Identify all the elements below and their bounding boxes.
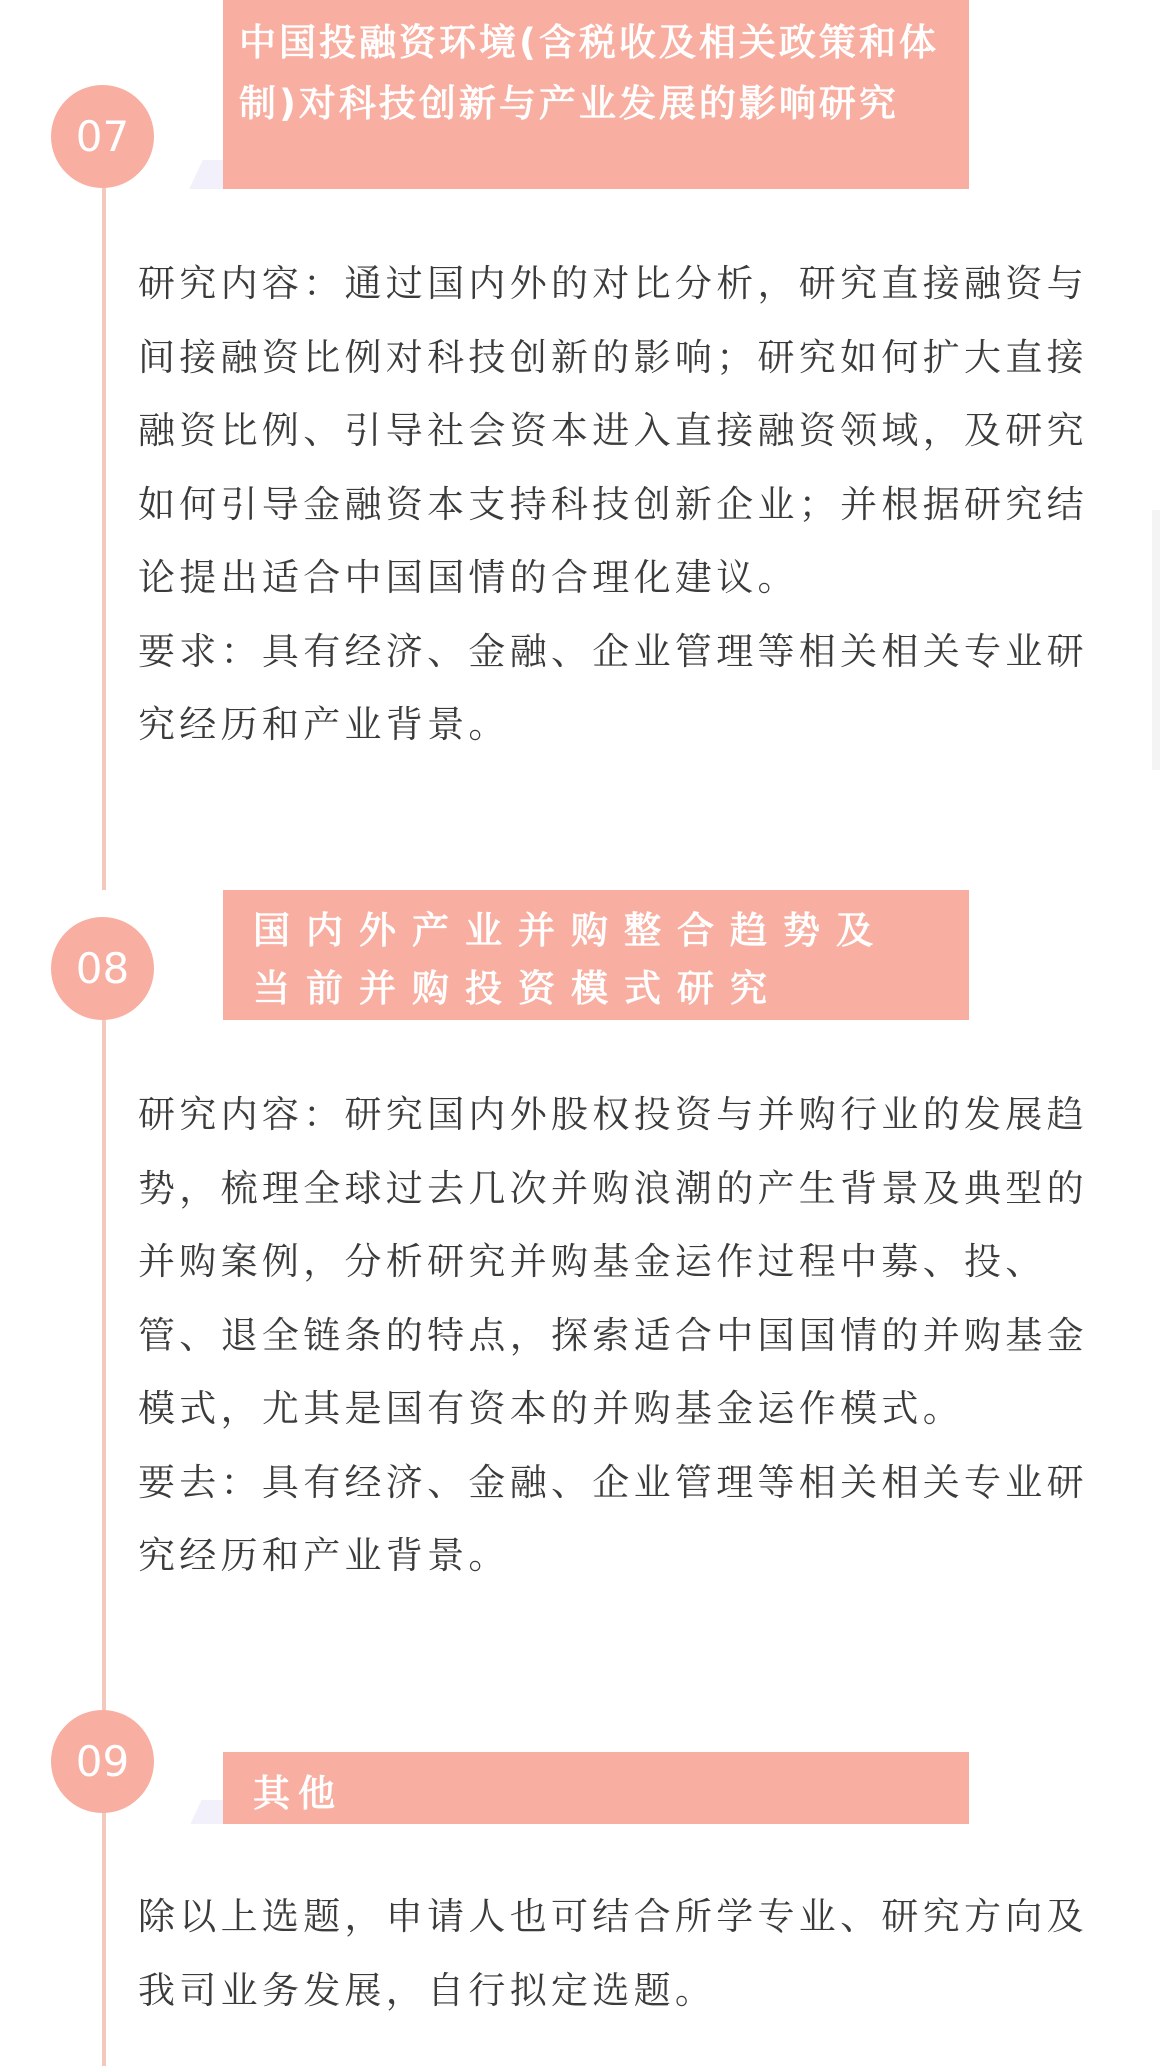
- research-content-text: 研究内容：研究国内外股权投资与并购行业的发展趋势，梳理全球过去几次并购浪潮的产生背景及典型的并购案例，分析研究并购基金运作过程中募、投、管、退全链条的特点，探索适合中国国情的并购基金模式，尤其是国有资本的并购基金运作模式。: [138, 1093, 1088, 1430]
- requirement-text: 要求：具有经济、金融、企业管理等相关相关专业研究经历和产业背景。: [138, 629, 1088, 746]
- section-content: [138, 1880, 1088, 2027]
- section-number-badge: 07: [51, 85, 154, 188]
- section-number-badge: 09: [51, 1710, 154, 1813]
- section-number-badge: 08: [51, 917, 154, 1020]
- section-title: 国内外产业并购整合趋势及当前并购投资模式研究: [223, 890, 969, 1020]
- research-content-text: 除以上选题，申请人也可结合所学专业、研究方向及我司业务发展，自行拟定选题。: [138, 1895, 1088, 2012]
- timeline-line: [102, 160, 106, 890]
- section-title: 中国投融资环境(含税收及相关政策和体制)对科技创新与产业发展的影响研究: [223, 0, 969, 189]
- requirement-text: 要去：具有经济、金融、企业管理等相关相关专业研究经历和产业背景。: [138, 1460, 1088, 1577]
- scroll-edge: [1152, 510, 1160, 770]
- timeline-line: [102, 1000, 106, 1760]
- timeline-line: [102, 1800, 106, 2066]
- section-content: [138, 1078, 1088, 1593]
- research-content-text: 研究内容：通过国内外的对比分析，研究直接融资与间接融资比例对科技创新的影响；研究如何扩大直接融资比例、引导社会资本进入直接融资领域，及研究如何引导金融资本支持科技创新企业；并根据研究结论提出适合中国国情的合理化建议。: [138, 262, 1088, 599]
- section-title: 其他: [223, 1752, 969, 1824]
- section-content: [138, 247, 1088, 762]
